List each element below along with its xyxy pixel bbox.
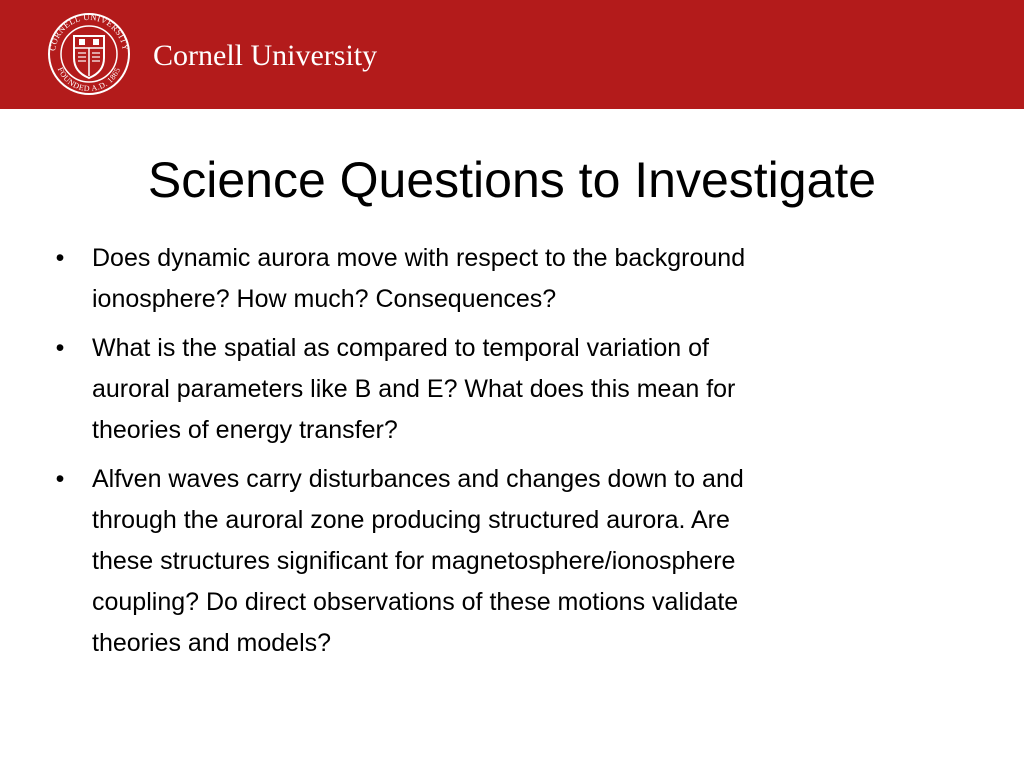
bullet-line: theories and models?: [92, 629, 332, 657]
seal-text-bottom: FOUNDED A.D. 1865: [55, 65, 123, 94]
bullet-item-1: [50, 238, 950, 320]
bullet-line: What is the spatial as compared to temporal variation of: [92, 334, 709, 362]
bullet-line: Alfven waves carry disturbances and changes down to and: [92, 465, 744, 493]
cornell-seal-icon: [42, 12, 136, 96]
bullet-line: ionosphere? How much? Consequences?: [92, 285, 557, 313]
bullet-dot: •: [55, 244, 65, 272]
bullet-dot: •: [55, 465, 65, 493]
slide-title: Science Questions to Investigate: [147, 152, 877, 208]
bullet-line: auroral parameters like B and E? What does this mean for: [92, 375, 736, 403]
bullet-dot: •: [55, 334, 65, 362]
brand-name: Cornell University: [153, 39, 378, 72]
bullet-item-2: [50, 328, 950, 451]
bullet-line: coupling? Do direct observations of these motions validate: [92, 588, 739, 616]
header-band: [0, 0, 1024, 109]
bullet-line: through the auroral zone producing structured aurora. Are: [92, 506, 730, 534]
bullet-item-3: [50, 459, 950, 664]
bullet-line: Does dynamic aurora move with respect to the background: [92, 244, 746, 272]
seal-text-top: CORNELL UNIVERSITY: [47, 12, 131, 52]
svg-text:CORNELL UNIVERSITY: [47, 12, 131, 52]
bullet-line: these structures significant for magnetosphere/ionosphere: [92, 547, 736, 575]
bullet-line: theories of energy transfer?: [92, 416, 398, 444]
bullet-list: [50, 238, 950, 672]
